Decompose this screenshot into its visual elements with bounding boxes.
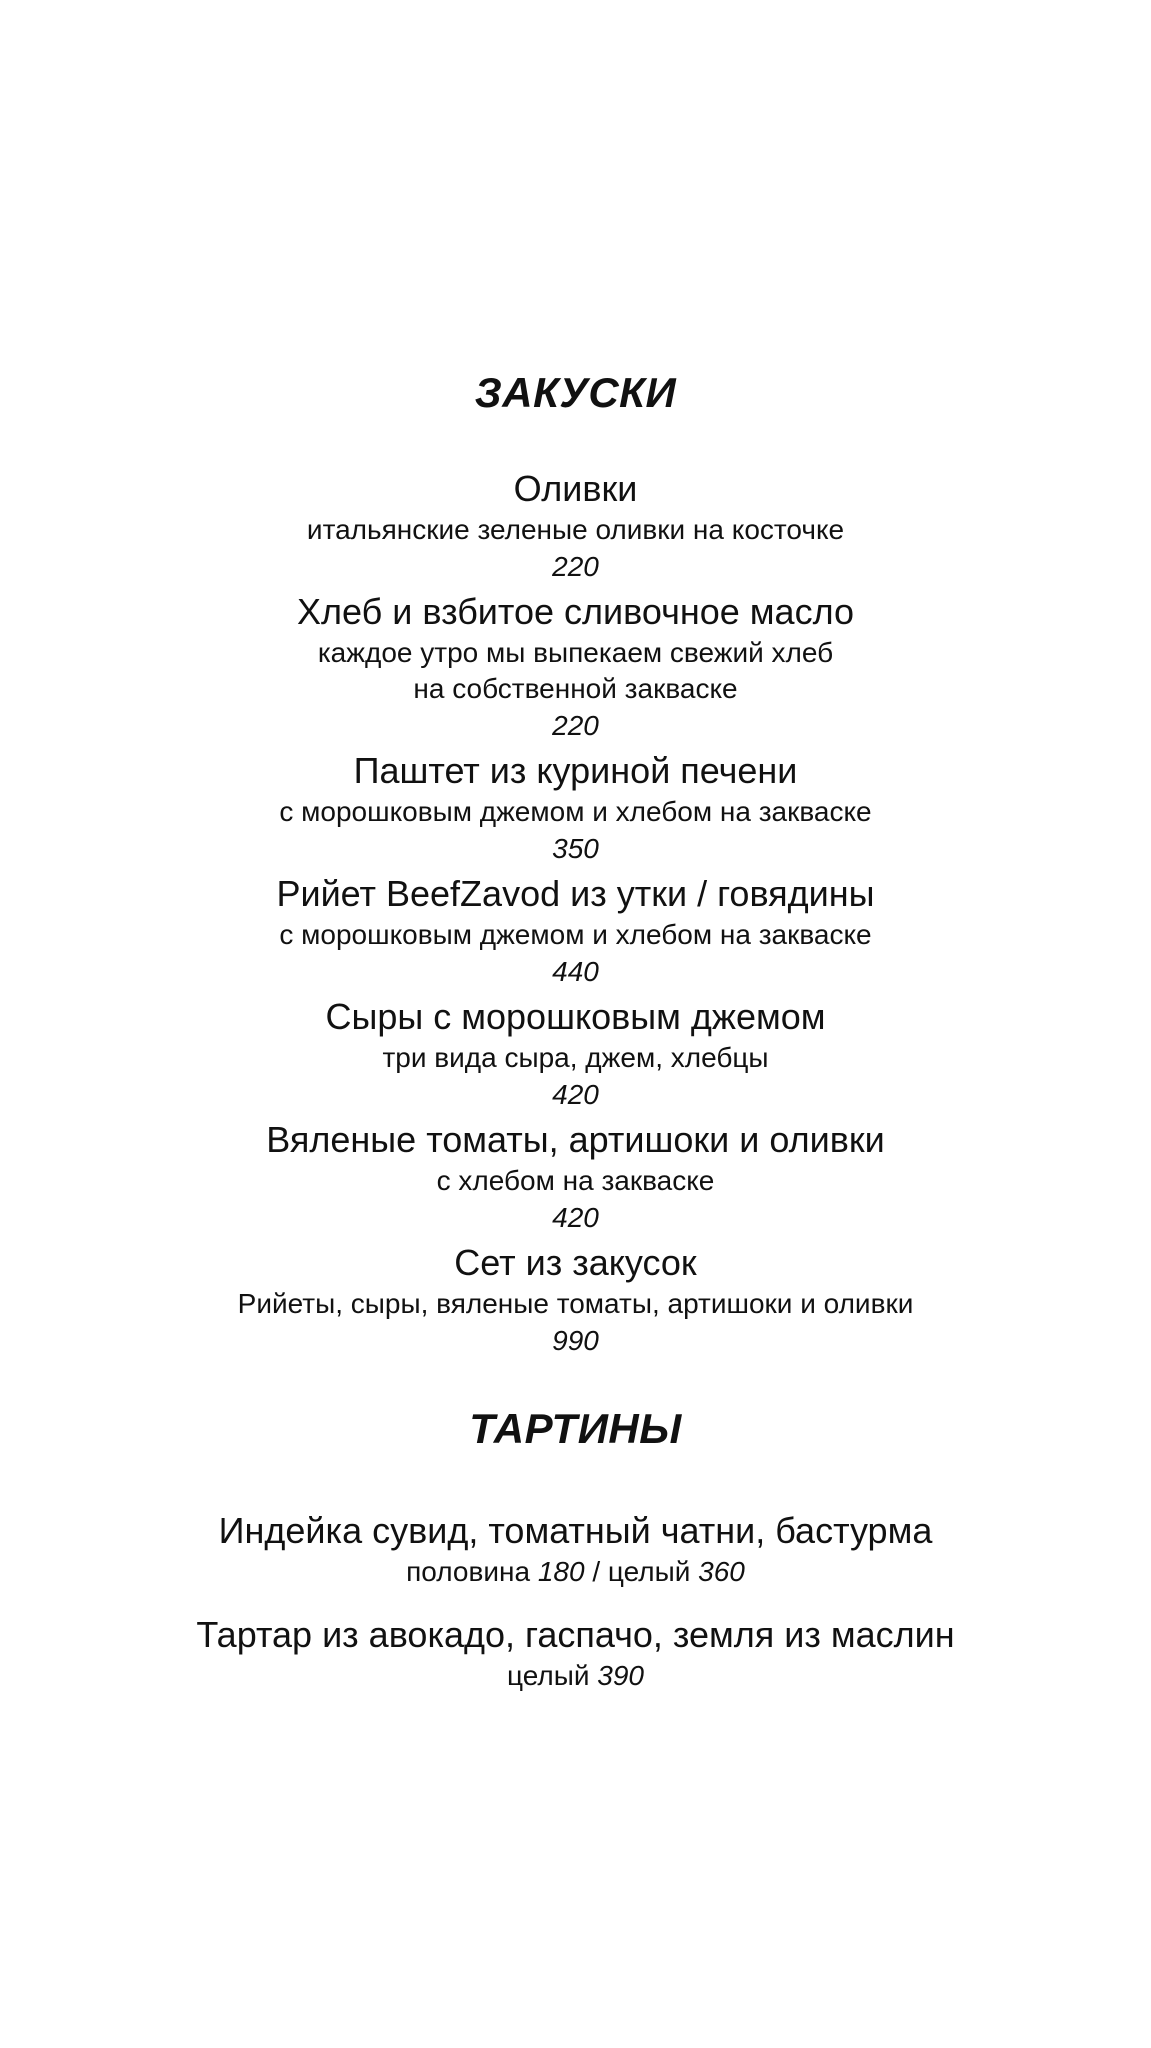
price-separator: / [592, 1556, 601, 1587]
item-price: 990 [552, 1325, 599, 1356]
menu-item [0, 1240, 1151, 1359]
menu-items [0, 1508, 1151, 1694]
section-title: ТАРТИНЫ [469, 1405, 682, 1452]
menu-item [0, 466, 1151, 585]
whole-price: 390 [597, 1660, 644, 1691]
price-line [0, 1554, 1151, 1590]
half-label: половина [406, 1556, 531, 1587]
whole-price: 360 [698, 1556, 745, 1587]
item-price: 350 [552, 833, 599, 864]
section-title: ЗАКУСКИ [474, 369, 677, 416]
item-price: 220 [552, 551, 599, 582]
whole-label: целый [507, 1660, 590, 1691]
item-name: Рийет BeefZavod из утки / говядины [276, 873, 875, 914]
item-description: каждое утро мы выпекаем свежий хлеб [317, 637, 834, 668]
menu-item [0, 994, 1151, 1113]
price-line [0, 1658, 1151, 1694]
menu-item [0, 748, 1151, 867]
menu-item [0, 1117, 1151, 1236]
item-name: Вяленые томаты, артишоки и оливки [266, 1119, 885, 1160]
item-name: Тартар из авокадо, гаспачо, земля из маслин [196, 1614, 955, 1655]
menu-item [0, 1612, 1151, 1694]
menu-item [0, 871, 1151, 990]
item-description: Рийеты, сыры, вяленые томаты, артишоки и оливки [237, 1288, 914, 1319]
section-tartines [0, 1398, 1151, 1716]
menu-items [0, 466, 1151, 1359]
section-appetizers [0, 362, 1151, 1363]
item-description: с морошковым джемом и хлебом на закваске [279, 796, 872, 827]
item-price: 420 [552, 1202, 599, 1233]
menu-item [0, 589, 1151, 744]
item-price: 420 [552, 1079, 599, 1110]
item-name: Оливки [513, 468, 638, 509]
item-name: Паштет из куриной печени [353, 750, 798, 791]
menu-item [0, 1508, 1151, 1590]
half-price: 180 [537, 1556, 585, 1587]
item-description: три вида сыра, джем, хлебцы [382, 1042, 769, 1073]
item-description: с морошковым джемом и хлебом на закваске [279, 919, 872, 950]
item-name: Сыры с морошковым джемом [325, 996, 826, 1037]
item-name: Индейка сувид, томатный чатни, бастурма [218, 1510, 933, 1551]
item-description: с хлебом на закваске [436, 1165, 715, 1196]
item-price: 440 [552, 956, 599, 987]
item-price: 220 [552, 710, 599, 741]
item-name: Сет из закусок [454, 1242, 697, 1283]
item-description: на собственной закваске [413, 673, 738, 704]
item-name: Хлеб и взбитое сливочное масло [297, 591, 854, 632]
whole-label: целый [607, 1556, 691, 1587]
item-description: итальянские зеленые оливки на косточке [306, 514, 845, 545]
